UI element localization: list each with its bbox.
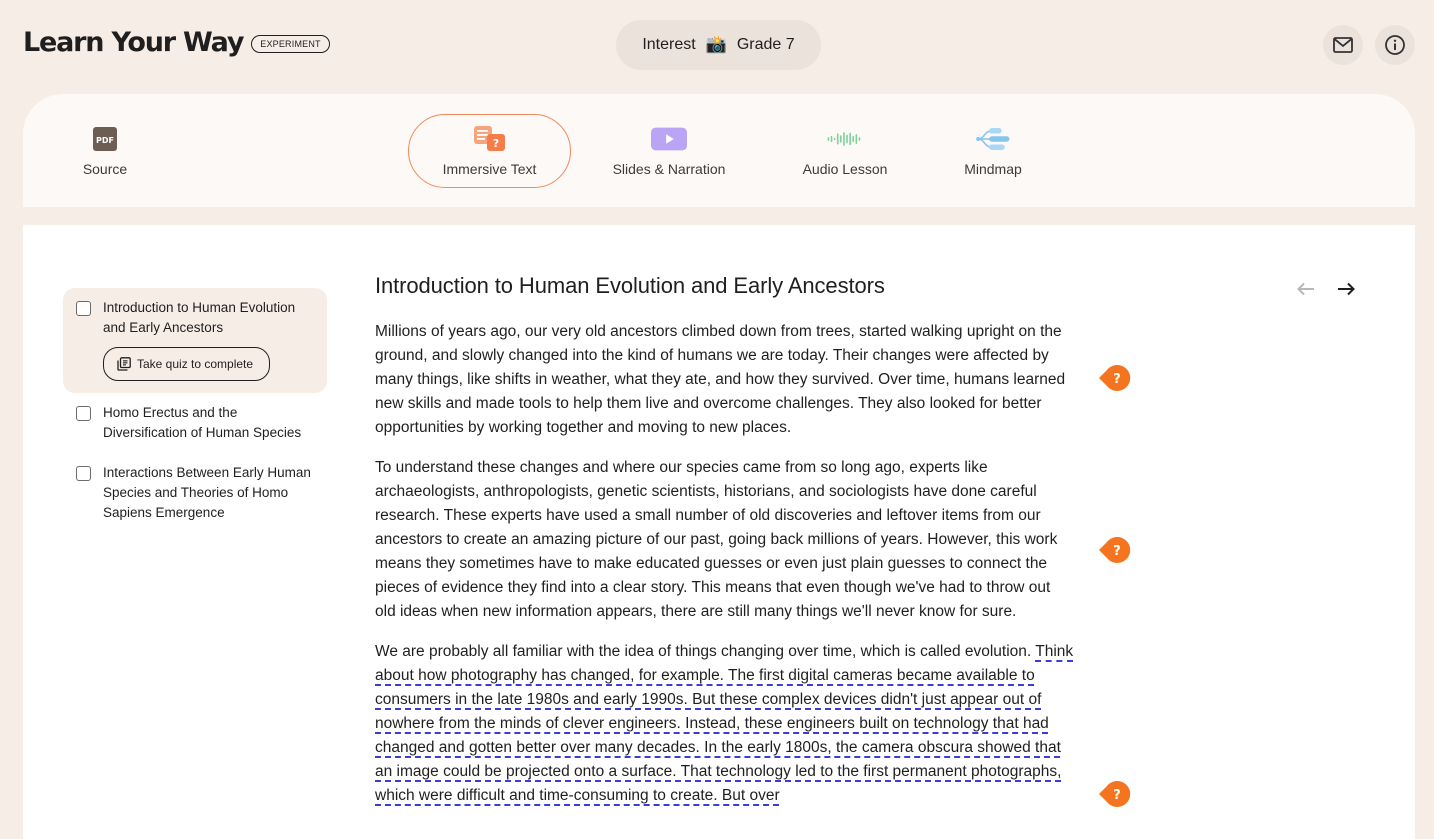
chapter-title: Introduction to Human Evolution and Early Ancestors [103, 300, 296, 335]
question-mark-text: ? [1113, 372, 1121, 387]
tab-label: Slides & Narration [612, 160, 726, 177]
take-quiz-button[interactable] [103, 347, 270, 381]
chapter-item[interactable] [63, 288, 327, 393]
question-mark-text: ? [1113, 788, 1121, 803]
chapter-checkbox[interactable] [76, 406, 91, 421]
pdf-icon-text: PDF [96, 135, 114, 145]
interest-label: Interest [642, 36, 696, 53]
arrow-right-icon [1336, 281, 1356, 297]
article-title: Introduction to Human Evolution and Early Ancestors [375, 273, 885, 298]
tab-label: Source [82, 160, 128, 177]
article-paragraph: Millions of years ago, our very old ancestors climbed down from trees, started walking upright on the ground, and slowly changed into the kind of humans we are today. Their changes were affected by many things, like shifts in weather, what they ate, and how they survived. Over time, humans learned new skills and made tools to help them live and overcome challenges. They also looked for better opportunities by working together and moving to new places. [375, 323, 1066, 436]
chapter-checkbox[interactable] [76, 466, 91, 481]
quiz-button-label: Take quiz to complete [137, 357, 254, 371]
tab-immersive-text[interactable] [408, 114, 571, 188]
previous-arrow[interactable] [1296, 280, 1316, 303]
chapter-title: Interactions Between Early Human Species and Theories of Homo Sapiens Emergence [103, 465, 311, 520]
chapter-checkbox[interactable] [76, 301, 91, 316]
interest-grade-selector[interactable] [616, 20, 821, 70]
tab-label: Audio Lesson [802, 160, 888, 177]
mail-button[interactable] [1323, 25, 1363, 65]
info-icon [1384, 34, 1406, 56]
camera-icon: 📸 [705, 35, 727, 54]
app-logo [23, 27, 330, 58]
quiz-icon [117, 357, 131, 371]
paragraph-text: We are probably all familiar with the idea of things changing over time, which is called evolution. [375, 643, 1036, 660]
tab-label: Immersive Text [442, 160, 537, 177]
question-mark-text: ? [1113, 544, 1121, 559]
article-paragraph: To understand these changes and where our species came from so long ago, experts like archaeologists, anthropologists, genetic scientists, historians, and sociologists have done careful research. These experts have used a small number of old discoveries and leftover items from our ancestors to create an amazing picture of our past, going back millions of years. However, this work means they sometimes have to make educated guesses or even just plain guesses to connect the pieces of evidence they find into a clear story. This means that even though we've had to throw out old ideas when new information appears, there are still many things we'll never know for sure. [375, 459, 1058, 620]
highlighted-passage[interactable]: Think about how photography has changed, for example. The first digital cameras became available to consumers in the late 1980s and early 1990s. But these complex devices didn't just appear out of nowhere from the minds of clever engineers. Instead, these engineers built on technology that had changed and gotten better over many decades. In the early 1800s, the camera obscura showed that an image could be projected onto a surface. That technology led to the first permanent photographs, which were difficult and time-consuming to create. But over [375, 643, 1074, 804]
waveform-icon [827, 126, 863, 152]
info-button[interactable] [1375, 25, 1415, 65]
tab-slides-narration[interactable] [603, 114, 735, 188]
tab-source[interactable] [63, 114, 147, 188]
chapter-title: Homo Erectus and the Diversification of Human Species [103, 405, 302, 440]
experiment-badge: EXPERIMENT [251, 35, 330, 53]
mail-icon [1333, 37, 1353, 53]
immersive-text-icon [472, 126, 508, 152]
tab-mindmap[interactable] [953, 114, 1033, 188]
mindmap-icon [975, 126, 1011, 152]
svg-text:?: ? [492, 136, 499, 150]
question-marker[interactable] [1098, 536, 1132, 564]
chapter-item[interactable] [63, 453, 327, 533]
play-icon [651, 126, 687, 152]
main-content [23, 225, 1415, 839]
next-arrow[interactable] [1336, 280, 1356, 303]
question-marker[interactable] [1098, 364, 1132, 392]
logo-text: Learn Your Way [23, 27, 244, 58]
tab-audio-lesson[interactable] [793, 114, 897, 188]
article [375, 273, 1075, 824]
pdf-icon [87, 126, 123, 152]
article-paragraph [375, 640, 1075, 808]
tab-label: Mindmap [964, 160, 1022, 177]
arrow-left-icon [1296, 281, 1316, 297]
chapter-sidebar [63, 288, 327, 533]
question-marker[interactable] [1098, 780, 1132, 808]
chapter-item[interactable] [63, 393, 327, 453]
grade-label: Grade 7 [736, 36, 795, 53]
mode-tabs-panel [23, 94, 1415, 207]
